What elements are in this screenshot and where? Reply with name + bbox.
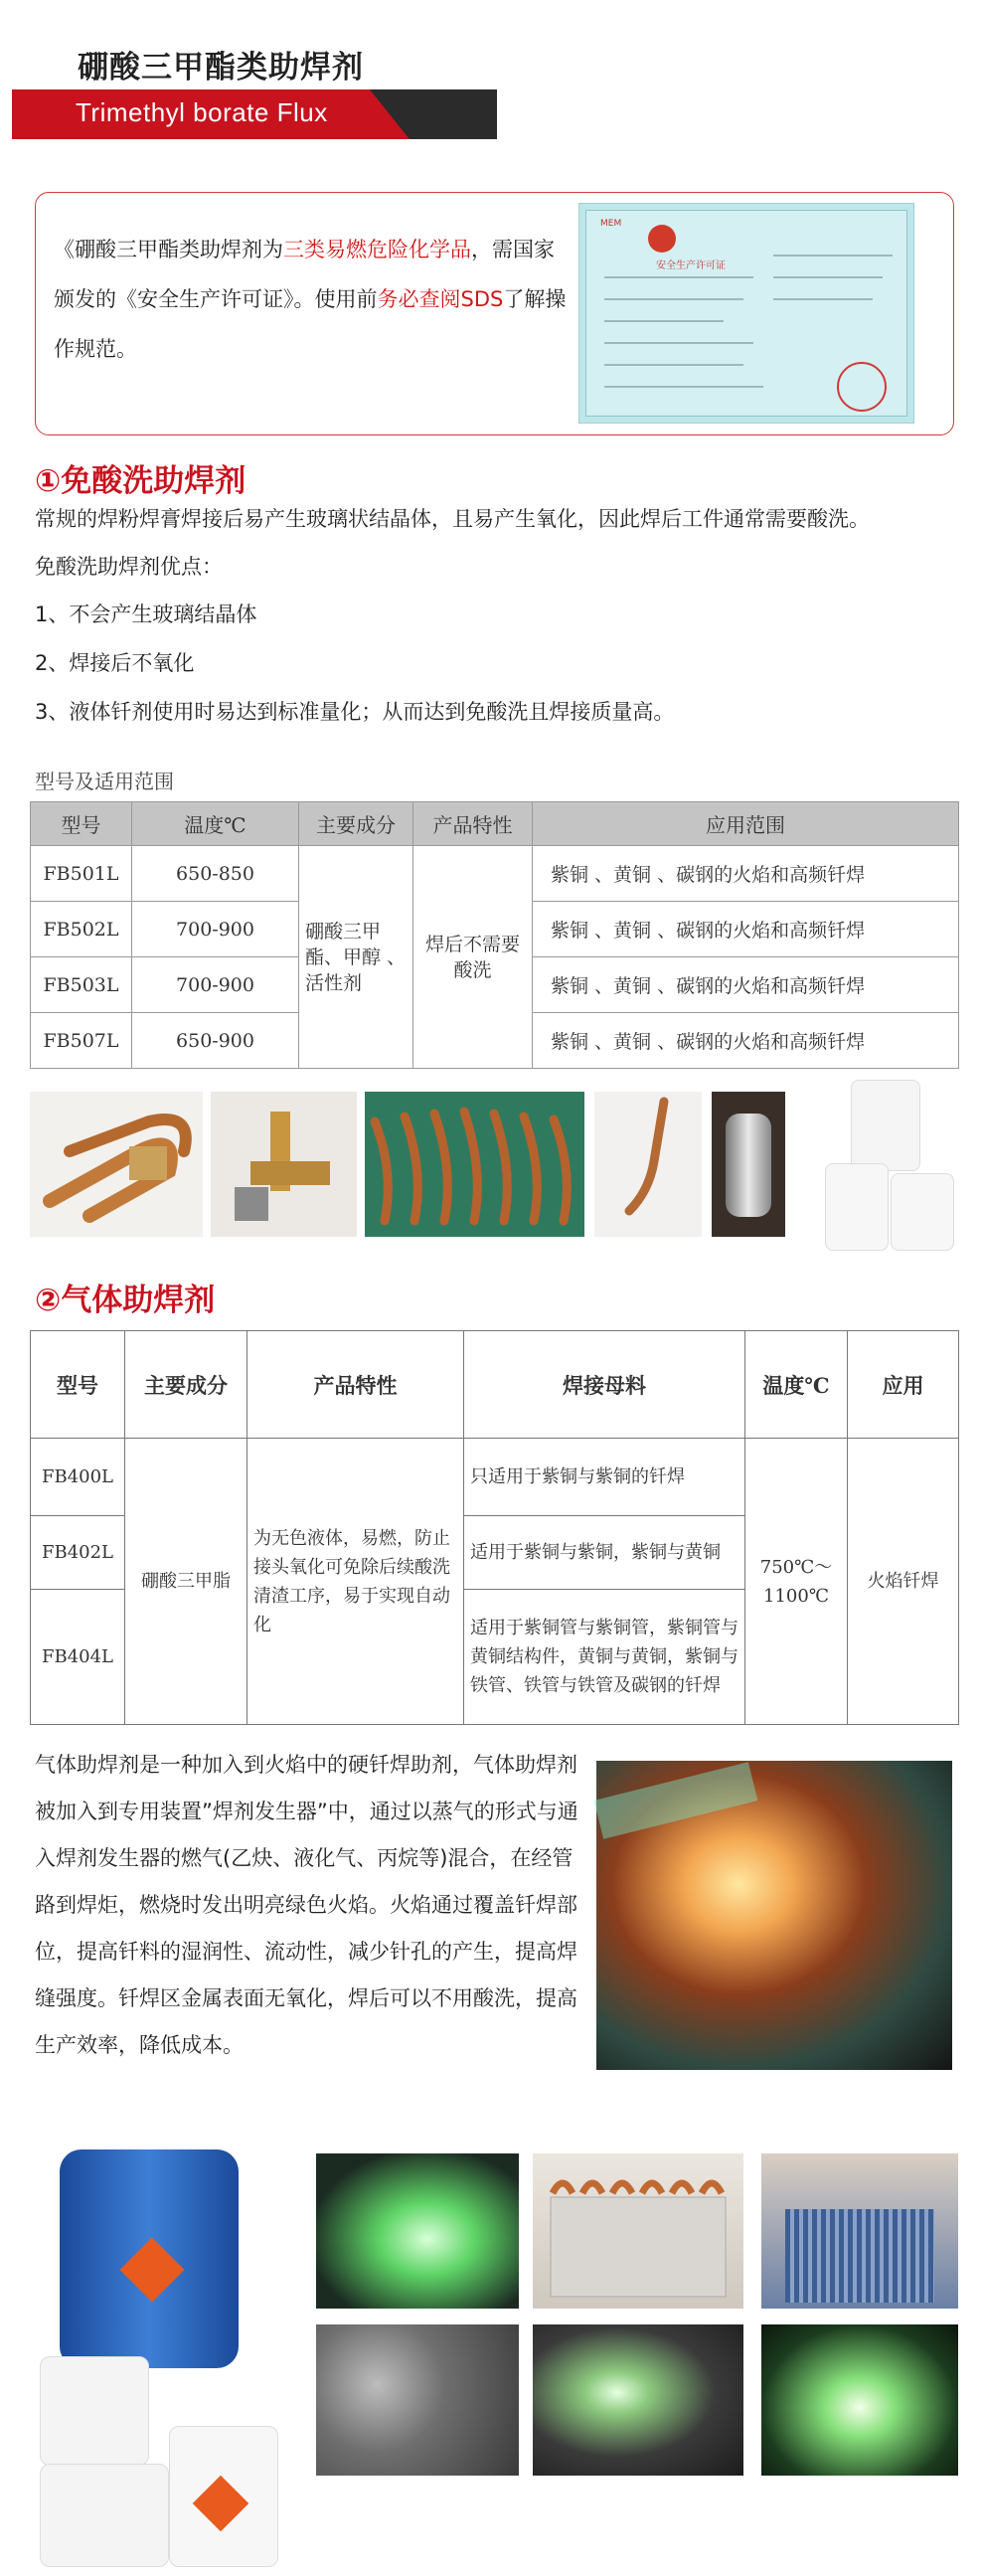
national-emblem-icon	[648, 225, 676, 253]
th-composition: 主要成分	[125, 1331, 247, 1439]
official-seal-icon	[837, 362, 887, 412]
cell-application: 紫铜 、黄铜 、碳钢的火焰和高频钎焊	[533, 846, 959, 902]
safety-license-certificate-image	[578, 203, 914, 424]
heat-exchanger-photo	[761, 2153, 958, 2309]
table1-caption: 型号及适用范围	[35, 770, 174, 793]
th-feature: 产品特性	[247, 1331, 464, 1439]
brass-valve-illustration	[211, 1092, 357, 1237]
cell-model: FB501L	[31, 846, 132, 902]
certificate-text-line	[604, 320, 724, 322]
copper-manifold-illustration	[30, 1092, 203, 1237]
cell-temp: 750℃～1100℃	[745, 1439, 848, 1725]
table-row	[31, 1439, 959, 1516]
intro-text-1: 《硼酸三甲酯类助焊剂为	[54, 238, 283, 261]
certificate-text-line	[773, 298, 873, 300]
cell-application: 紫铜 、黄铜 、碳钢的火焰和高频钎焊	[533, 902, 959, 957]
intro-text	[54, 225, 571, 374]
certificate-title: 安全生产许可证	[656, 260, 726, 271]
th-feature: 产品特性	[413, 802, 533, 846]
cell-base-material: 只适用于紫铜与紫铜的钎焊	[464, 1439, 745, 1516]
table-row	[31, 846, 959, 902]
cell-model: FB400L	[31, 1439, 125, 1516]
intro-text-red-1: 三类易燃危险化学品	[283, 238, 471, 261]
intro-text-red-2: 务必查阅SDS	[377, 287, 504, 311]
cell-model: FB402L	[31, 1516, 125, 1590]
intro-box	[35, 192, 954, 435]
section1-line: 常规的焊粉焊膏焊接后易产生玻璃状结晶体，且易产生氧化，因此焊后工件通常需要酸洗。	[35, 507, 870, 531]
green-flame-photo	[761, 2324, 958, 2476]
table-no-clean-flux	[30, 801, 959, 1069]
th-application: 应用	[848, 1331, 959, 1439]
brass-valve-photo	[211, 1092, 357, 1237]
th-model: 型号	[31, 802, 132, 846]
th-temp: 温度℃	[745, 1331, 848, 1439]
cell-application: 紫铜 、黄铜 、碳钢的火焰和高频钎焊	[533, 957, 959, 1013]
section1-title: ①免酸洗助焊剂	[35, 463, 246, 499]
cell-temp: 650-900	[132, 1013, 299, 1069]
white-container	[40, 2464, 169, 2567]
gas-flux-description: 气体助焊剂是一种加入到火焰中的硬钎焊助剂，气体助焊剂被加入到专用装置”焊剂发生器”中，通过以蒸气的形式与通入焊剂发生器的燃气(乙炔、液化气、丙烷等)混合，在经管路到焊炬，燃烧时发出明亮绿色火焰。火焰通过覆盖钎焊部位，提高钎料的湿润性、流动性，减少针孔的产生，提高焊缝强度。钎焊区金属表面无氧化，焊后可以不用酸洗，提高生产效率，降低成本。	[35, 1753, 578, 2057]
th-model: 型号	[31, 1331, 125, 1439]
title-cn: 硼酸三甲酯类助焊剂	[78, 50, 364, 86]
certificate-mem-logo: MEM	[600, 219, 622, 229]
certificate-inner	[585, 210, 907, 417]
cell-feature: 为无色液体，易燃，防止接头氧化可免除后续酸洗清渣工序，易于实现自动化	[247, 1439, 464, 1725]
copper-pipe-illustration	[594, 1092, 702, 1237]
cell-feature: 焊后不需要酸洗	[413, 846, 533, 1069]
container-bottle	[891, 1173, 954, 1251]
white-container	[40, 2356, 149, 2466]
cell-temp: 700-900	[132, 902, 299, 957]
cell-base-material: 适用于紫铜与紫铜，紫铜与黄铜	[464, 1516, 745, 1590]
copper-tubes-production-photo	[365, 1092, 584, 1237]
copper-manifold-photo	[30, 1092, 203, 1237]
table-gas-flux	[30, 1330, 959, 1725]
title-en: Trimethyl borate Flux	[76, 97, 328, 127]
heat-exchanger-fins	[785, 2209, 934, 2303]
th-application: 应用范围	[533, 802, 959, 846]
table-header-row	[31, 1331, 959, 1439]
intro-text-2: ，需国家颁发的《安全生产许可证》。使用前	[54, 238, 555, 311]
cell-application: 紫铜 、黄铜 、碳钢的火焰和高频钎焊	[533, 1013, 959, 1069]
table-header-row	[31, 802, 959, 846]
flux-drums-photo	[30, 2147, 310, 2570]
cell-model: FB502L	[31, 902, 132, 957]
copper-tubes-illustration	[365, 1092, 584, 1237]
th-base-material: 焊接母料	[464, 1331, 745, 1439]
certificate-text-line	[773, 255, 893, 257]
certificate-text-line	[604, 276, 753, 278]
copper-pipe-fitting-photo	[594, 1092, 702, 1237]
container-bottle	[825, 1163, 889, 1251]
page-header	[0, 0, 984, 149]
th-composition: 主要成分	[299, 802, 413, 846]
certificate-text-line	[773, 276, 883, 278]
section1-line: 免酸洗助焊剂优点：	[35, 555, 223, 579]
flux-container-photo	[813, 1072, 960, 1255]
cylinder-shape	[726, 1114, 771, 1217]
certificate-text-line	[604, 364, 743, 366]
steel-cylinders-photo	[316, 2324, 519, 2476]
cell-application: 火焰钎焊	[848, 1439, 959, 1725]
copper-coil-photo	[533, 2153, 743, 2309]
cell-composition: 硼酸三甲脂	[125, 1439, 247, 1725]
green-flame-brazing-photo	[596, 1761, 952, 2070]
section1-line: 2、焊接后不氧化	[35, 651, 195, 675]
cell-temp: 700-900	[132, 957, 299, 1013]
certificate-text-line	[604, 342, 753, 344]
copper-coil-illustration	[533, 2153, 743, 2309]
container-bottle	[851, 1080, 920, 1171]
section1-line: 3、液体钎剂使用时易达到标准量化；从而达到免酸洗且焊接质量高。	[35, 700, 675, 724]
cell-model: FB503L	[31, 957, 132, 1013]
intro-text-3: 了解操作规范。	[54, 287, 567, 361]
steel-cylinder-photo	[712, 1092, 785, 1237]
cell-composition: 硼酸三甲酯、甲醇 、活性剂	[299, 846, 413, 1069]
certificate-text-line	[604, 298, 743, 300]
machine-brazing-photo	[533, 2324, 743, 2476]
cell-model: FB507L	[31, 1013, 132, 1069]
cell-temp: 650-850	[132, 846, 299, 902]
brazing-flame-photo	[316, 2153, 519, 2309]
cell-base-material: 适用于紫铜管与紫铜管，紫铜管与黄铜结构件，黄铜与黄铜，紫铜与铁管、铁管与铁管及碳钢的钎焊	[464, 1590, 745, 1725]
section2-title: ②气体助焊剂	[35, 1283, 216, 1318]
certificate-text-line	[604, 386, 763, 388]
cell-model: FB404L	[31, 1590, 125, 1725]
section1-line: 1、不会产生玻璃结晶体	[35, 602, 257, 626]
th-temp: 温度℃	[132, 802, 299, 846]
